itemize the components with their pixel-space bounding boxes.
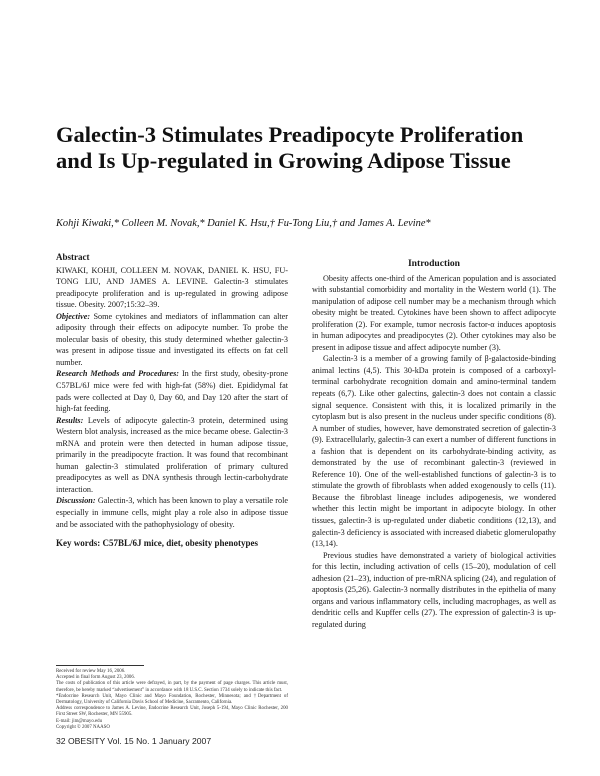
- methods-text: In the first study, obesity-prone C57BL/6J mice were fed with high-fat (58%) diet. Epididymal fat pads were collected at Day 0, Day 60, and Day 120 after the start of high-fat feeding.: [56, 369, 289, 414]
- intro-paragraph: Obesity affects one-third of the American population and is associated with substantial comorbidity and mortality in the Western world (1). The manipulation of adipose cell number may be a mechanism through which obesity might be treated. Cytokines have been shown to affect adipocyte proliferation (2). For example, tumor necrosis factor-α induces apoptosis in human adipocytes and preadipocytes (2). Other cytokines may also be present in adipose tissue and affect adipocyte number (3).: [312, 273, 556, 352]
- abstract-objective: [56, 311, 288, 369]
- objective-text: Some cytokines and mediators of inflammation can alter adiposity through their effects on adipocyte number. To probe the molecular basis of obesity, this study determined whether galectin-3 was present in adipose tissue and investigated its effects on fat cell number.: [56, 311, 288, 367]
- footnote-divider: [56, 665, 144, 666]
- footnote: Copyright © 2007 NAASO: [56, 724, 110, 730]
- intro-paragraph: Galectin-3 is a member of a growing family of β-galactoside-binding animal lectins (4,5). This 30-kDa protein is composed of a carboxyl-terminal carbohydrate recognition domain and amino-terminal tandem repeats (6,7). Like other galectins, galectin-3 does not contain a classic signal sequence. Consistent with this, it is localized primarily in the cytoplasm but is also present in the nucleus under specific conditions (8). A number of studies, however, have demonstrated secretion of galectin-3 (9). Extracellularly, galectin-3 can exert a number of different functions in a fashion that is dependent on its carbohydrate-binding activity, as demonstrated by the use of recombinant galectin-3 (reviewed in Reference 10). One of the well-established functions of galectin-3 is to stimulate the growth of fibroblasts when added exogenously to cells (11). Because the fibroblast lineage includes adipogenesis, we wondered whether this lectin might be important in adipocyte biology. In other tissues, galectin-3 is up-regulated under diabetic conditions (12,13), and galectin-3 deficiency is associated with increased diabetic glomerulopathy (13,14).: [312, 354, 556, 549]
- article-title: Galectin-3 Stimulates Preadipocyte Proliferation and Is Up-regulated in Growing Adipose Tissue: [56, 122, 524, 173]
- abstract-heading: Abstract: [56, 252, 90, 262]
- introduction-heading: Introduction: [407, 258, 461, 269]
- intro-paragraph: Previous studies have demonstrated a variety of biological activities for this lectin, including activation of cells (15–20), modulation of cell adhesion (21–23), induction of pre-mRNA splicing (24), and regulation of apoptosis (25,26). Galectin-3 normally distributes in the epithelia of many organs and various inflammatory cells, including macrophages, as well as dendritic cells and Kupffer cells (27). The expression of galectin-3 is up-regulated during: [312, 550, 556, 629]
- discussion-text: Galectin-3, which has been known to play a versatile role especially in immune cells, might play a role also in adipose tissue and be associated with the pathophysiology of obesity.: [56, 496, 289, 529]
- objective-label: Objective:: [56, 311, 91, 321]
- methods-label: Research Methods and Procedures:: [56, 369, 179, 379]
- introduction-column: [312, 258, 556, 631]
- results-label: Results:: [56, 415, 84, 425]
- footnote: Address correspondence to James A. Levine, Endocrine Research Unit, Joseph 5-194, Mayo Clinic Rochester, 200 First Street SW, Rochester, MN 55905.: [56, 706, 288, 718]
- discussion-label: Discussion:: [56, 496, 96, 506]
- abstract-citation: [56, 265, 288, 311]
- footnote: Received for review May 16, 2006.: [56, 669, 126, 674]
- abstract-column: [56, 252, 288, 550]
- citation-text: KIWAKI, KOHJI, COLLEEN M. NOVAK, DANIEL K. HSU, FU-TONG LIU, AND JAMES A. LEVINE. Galectin-3 stimulates preadipocyte proliferation and is up-regulated in growing adipose tissue. Obesity. 2007;15:32–39.: [56, 265, 288, 310]
- footnote: The costs of publication of this article were defrayed, in part, by the payment of page charges. This article must, therefore, be hereby marked “advertisement” in accordance with 18 U.S.C. Section 1734 solely to indicate this fact.: [56, 681, 288, 693]
- results-text: Levels of adipocyte galectin-3 protein, determined using Western blot analysis, increased as the mice became obese. Galectin-3 mRNA and protein were then detected in human adipose tissue, primarily in the preadipocyte fraction. It was found that recombinant human galectin-3 stimulated proliferation of primary cultured preadipocytes as well as DNA synthesis through lectin-carbohydrate interaction.: [56, 415, 289, 494]
- keywords: Key words: C57BL/6J mice, diet, obesity phenotypes: [56, 538, 258, 549]
- abstract-results: [56, 415, 288, 496]
- footnote: Accepted in final form August 23, 2006.: [56, 675, 136, 681]
- footnotes: [56, 669, 288, 731]
- footnote: E-mail: jim@mayo.edu: [56, 718, 103, 724]
- footnote: *Endocrine Research Unit, Mayo Clinic and Mayo Foundation, Rochester, Minnesota; and †Department of Dermatology, University of California Davis School of Medicine, Sacramento, California.: [56, 693, 288, 706]
- page-footer: 32 OBESITY Vol. 15 No. 1 January 2007: [56, 736, 212, 746]
- abstract-methods: [56, 368, 288, 414]
- abstract-discussion: [56, 495, 288, 530]
- author-list: Kohji Kiwaki,* Colleen M. Novak,* Daniel K. Hsu,† Fu-Tong Liu,† and James A. Levine*: [56, 218, 431, 229]
